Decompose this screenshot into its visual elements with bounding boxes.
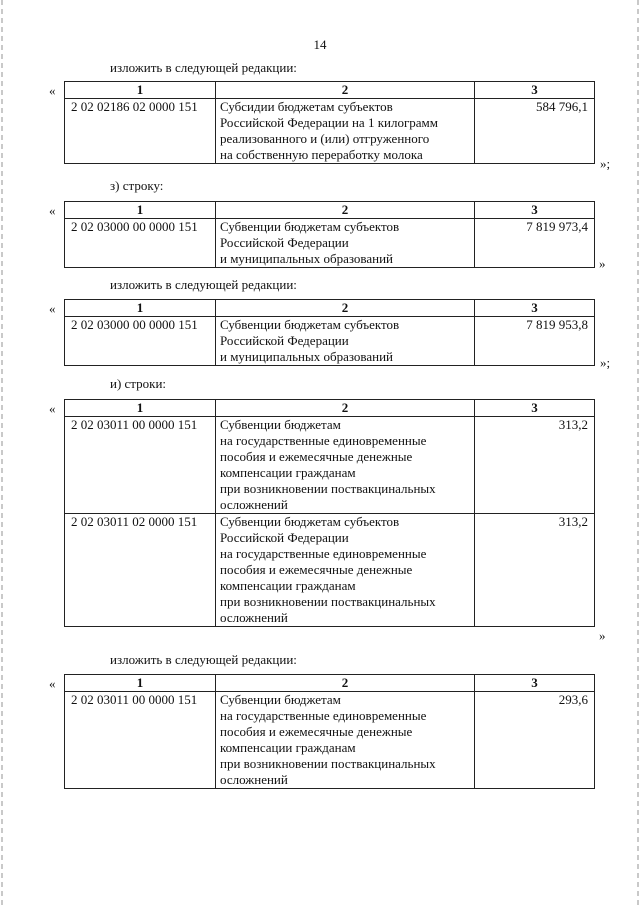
- budget-code-cell: 2 02 03000 00 0000 151: [65, 317, 216, 366]
- description-line: Субсидии бюджетам субъектов: [220, 99, 393, 114]
- amount-cell: 584 796,1: [475, 99, 595, 164]
- amount-cell: 313,2: [475, 514, 595, 627]
- amount-cell: 7 819 953,8: [475, 317, 595, 366]
- description-line: при возникновении поствакцинальных: [220, 756, 436, 771]
- description-cell: [216, 692, 475, 789]
- column-header: 3: [475, 82, 595, 99]
- description-line: Российской Федерации на 1 килограмм: [220, 115, 439, 130]
- column-header: 1: [65, 300, 216, 317]
- description-line: осложнений: [220, 610, 288, 625]
- column-header: 2: [216, 82, 475, 99]
- description-cell: [216, 417, 475, 514]
- table-header-row: [65, 202, 595, 219]
- amendment-table: [64, 201, 595, 268]
- description-cell: [216, 99, 475, 164]
- description-line: пособия и ежемесячные денежные: [220, 724, 413, 739]
- column-header: 1: [65, 202, 216, 219]
- amendment-table: [64, 299, 595, 366]
- section-intro: изложить в следующей редакции:: [110, 277, 297, 292]
- budget-code-cell: 2 02 03011 00 0000 151: [65, 417, 216, 514]
- description-line: на государственные единовременные: [220, 708, 427, 723]
- scan-edge-right: [637, 0, 639, 905]
- budget-code-cell: 2 02 02186 02 0000 151: [65, 99, 216, 164]
- scan-edge-left: [1, 0, 3, 905]
- description-line: осложнений: [220, 497, 288, 512]
- column-header: 2: [216, 400, 475, 417]
- description-line: реализованного и (или) отгруженного: [220, 131, 430, 146]
- description-line: компенсации гражданам: [220, 578, 356, 593]
- column-header: 3: [475, 300, 595, 317]
- description-line: на собственную переработку молока: [220, 147, 423, 162]
- description-line: при возникновении поствакцинальных: [220, 481, 436, 496]
- description-line: Российской Федерации: [220, 530, 349, 545]
- description-line: на государственные единовременные: [220, 546, 427, 561]
- column-header: 1: [65, 675, 216, 692]
- closing-quote: »: [599, 628, 606, 643]
- description-line: осложнений: [220, 772, 288, 787]
- table-header-row: [65, 300, 595, 317]
- closing-quote: »;: [600, 355, 611, 370]
- opening-quote: «: [49, 676, 56, 691]
- table-row: [65, 417, 595, 514]
- description-cell: [216, 219, 475, 268]
- opening-quote: «: [49, 83, 56, 98]
- column-header: 2: [216, 300, 475, 317]
- opening-quote: «: [49, 401, 56, 416]
- column-header: 1: [65, 400, 216, 417]
- opening-quote: «: [49, 203, 56, 218]
- description-line: пособия и ежемесячные денежные: [220, 562, 413, 577]
- description-line: и муниципальных образований: [220, 251, 394, 266]
- description-line: Российской Федерации: [220, 333, 349, 348]
- amount-cell: 293,6: [475, 692, 595, 789]
- opening-quote: «: [49, 301, 56, 316]
- description-line: компенсации гражданам: [220, 465, 356, 480]
- amount-cell: 7 819 973,4: [475, 219, 595, 268]
- amount-cell: 313,2: [475, 417, 595, 514]
- amendment-table: [64, 674, 595, 789]
- description-line: компенсации гражданам: [220, 740, 356, 755]
- section-intro: изложить в следующей редакции:: [110, 60, 297, 75]
- description-line: пособия и ежемесячные денежные: [220, 449, 413, 464]
- column-header: 3: [475, 675, 595, 692]
- description-cell: [216, 514, 475, 627]
- amendment-table: [64, 399, 595, 627]
- table-header-row: [65, 675, 595, 692]
- page-number: 14: [313, 37, 327, 52]
- budget-code-cell: 2 02 03000 00 0000 151: [65, 219, 216, 268]
- section-intro: з) строку:: [110, 178, 164, 193]
- column-header: 3: [475, 400, 595, 417]
- table-row: [65, 317, 595, 366]
- column-header: 1: [65, 82, 216, 99]
- budget-code-cell: 2 02 03011 02 0000 151: [65, 514, 216, 627]
- column-header: 3: [475, 202, 595, 219]
- table-header-row: [65, 400, 595, 417]
- table-row: [65, 692, 595, 789]
- description-line: Субвенции бюджетам: [220, 417, 341, 432]
- amendment-table: [64, 81, 595, 164]
- column-header: 2: [216, 202, 475, 219]
- table-row: [65, 99, 595, 164]
- description-cell: [216, 317, 475, 366]
- description-line: Субвенции бюджетам субъектов: [220, 219, 400, 234]
- section-intro: и) строки:: [110, 376, 167, 391]
- section-intro: изложить в следующей редакции:: [110, 652, 297, 667]
- description-line: на государственные единовременные: [220, 433, 427, 448]
- closing-quote: »;: [600, 156, 611, 171]
- description-line: Российской Федерации: [220, 235, 349, 250]
- description-line: при возникновении поствакцинальных: [220, 594, 436, 609]
- description-line: и муниципальных образований: [220, 349, 394, 364]
- table-row: [65, 219, 595, 268]
- table-row: [65, 514, 595, 627]
- description-line: Субвенции бюджетам субъектов: [220, 317, 400, 332]
- table-header-row: [65, 82, 595, 99]
- description-line: Субвенции бюджетам: [220, 692, 341, 707]
- column-header: 2: [216, 675, 475, 692]
- budget-code-cell: 2 02 03011 00 0000 151: [65, 692, 216, 789]
- closing-quote: »: [599, 256, 606, 271]
- description-line: Субвенции бюджетам субъектов: [220, 514, 400, 529]
